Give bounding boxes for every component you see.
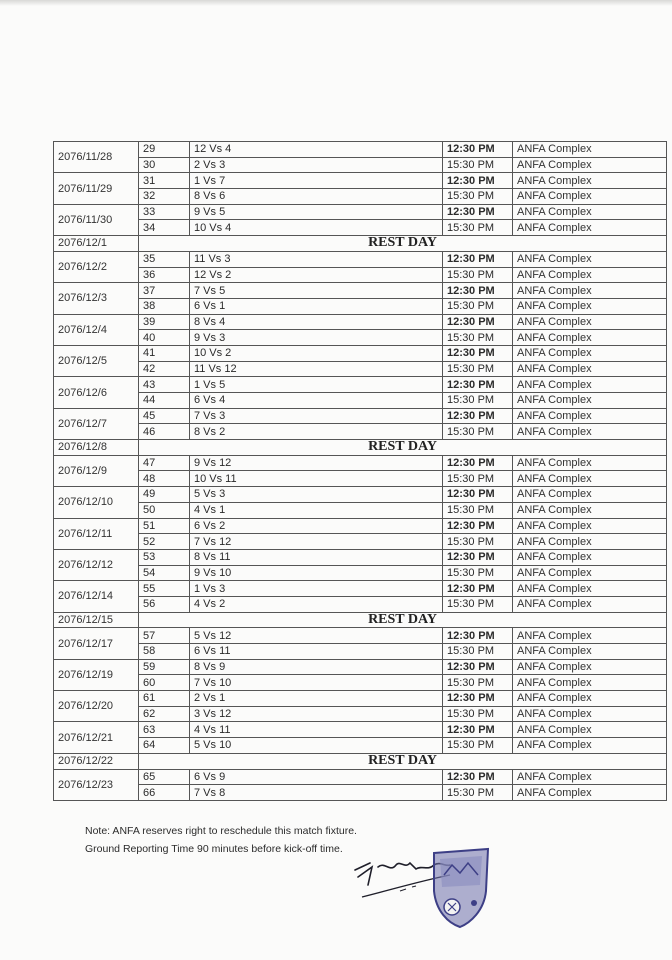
match-number: 35: [139, 251, 190, 267]
match-number: 56: [139, 596, 190, 612]
note-reporting-time: Ground Reporting Time 90 minutes before kick-off time.: [85, 843, 343, 855]
match-row: [54, 393, 667, 409]
match-number: 41: [139, 345, 190, 361]
match-row: [54, 581, 667, 597]
match-fixture: 10 Vs 11: [190, 471, 443, 487]
kickoff-time: 15:30 PM: [443, 471, 513, 487]
note-reschedule: Note: ANFA reserves right to reschedule this match fixture.: [85, 825, 357, 837]
match-venue: ANFA Complex: [513, 738, 667, 754]
kickoff-time: 15:30 PM: [443, 361, 513, 377]
kickoff-time: 15:30 PM: [443, 330, 513, 346]
match-venue: ANFA Complex: [513, 393, 667, 409]
match-row: [54, 377, 667, 393]
match-number: 55: [139, 581, 190, 597]
kickoff-time: 12:30 PM: [443, 251, 513, 267]
rest-day-label: REST DAY: [139, 753, 667, 769]
kickoff-time: 12:30 PM: [443, 455, 513, 471]
match-number: 66: [139, 785, 190, 801]
match-venue: ANFA Complex: [513, 691, 667, 707]
match-venue: ANFA Complex: [513, 675, 667, 691]
match-number: 65: [139, 769, 190, 785]
match-fixture: 6 Vs 1: [190, 298, 443, 314]
match-number: 61: [139, 691, 190, 707]
rest-day-row: [54, 612, 667, 628]
date-cell: 2076/12/20: [54, 691, 139, 722]
match-fixture: 6 Vs 2: [190, 518, 443, 534]
match-row: [54, 189, 667, 205]
match-venue: ANFA Complex: [513, 581, 667, 597]
anfa-seal-icon: [430, 845, 492, 929]
match-fixture: 7 Vs 8: [190, 785, 443, 801]
match-venue: ANFA Complex: [513, 189, 667, 205]
kickoff-time: 15:30 PM: [443, 644, 513, 660]
match-venue: ANFA Complex: [513, 142, 667, 158]
match-venue: ANFA Complex: [513, 596, 667, 612]
match-number: 34: [139, 220, 190, 236]
match-row: [54, 173, 667, 189]
kickoff-time: 12:30 PM: [443, 581, 513, 597]
kickoff-time: 12:30 PM: [443, 142, 513, 158]
match-number: 48: [139, 471, 190, 487]
date-cell: 2076/11/29: [54, 173, 139, 204]
match-fixture: 8 Vs 4: [190, 314, 443, 330]
match-row: [54, 283, 667, 299]
match-venue: ANFA Complex: [513, 173, 667, 189]
match-fixture: 8 Vs 2: [190, 424, 443, 440]
kickoff-time: 12:30 PM: [443, 283, 513, 299]
match-venue: ANFA Complex: [513, 659, 667, 675]
match-number: 50: [139, 502, 190, 518]
match-row: [54, 330, 667, 346]
date-cell: 2076/12/6: [54, 377, 139, 408]
match-number: 32: [139, 189, 190, 205]
match-venue: ANFA Complex: [513, 424, 667, 440]
match-venue: ANFA Complex: [513, 534, 667, 550]
match-fixture: 5 Vs 3: [190, 487, 443, 503]
match-fixture: 7 Vs 5: [190, 283, 443, 299]
match-number: 44: [139, 393, 190, 409]
match-fixture: 9 Vs 5: [190, 204, 443, 220]
match-venue: ANFA Complex: [513, 565, 667, 581]
date-cell: 2076/12/14: [54, 581, 139, 612]
match-number: 45: [139, 408, 190, 424]
match-venue: ANFA Complex: [513, 628, 667, 644]
match-number: 42: [139, 361, 190, 377]
match-fixture: 4 Vs 2: [190, 596, 443, 612]
match-venue: ANFA Complex: [513, 361, 667, 377]
match-row: [54, 644, 667, 660]
rest-day-row: [54, 236, 667, 252]
match-row: [54, 361, 667, 377]
match-venue: ANFA Complex: [513, 769, 667, 785]
match-venue: ANFA Complex: [513, 314, 667, 330]
kickoff-time: 15:30 PM: [443, 267, 513, 283]
match-venue: ANFA Complex: [513, 330, 667, 346]
kickoff-time: 12:30 PM: [443, 487, 513, 503]
match-fixture: 7 Vs 10: [190, 675, 443, 691]
match-row: [54, 628, 667, 644]
match-number: 63: [139, 722, 190, 738]
date-cell: 2076/12/5: [54, 345, 139, 376]
kickoff-time: 12:30 PM: [443, 314, 513, 330]
match-number: 51: [139, 518, 190, 534]
match-venue: ANFA Complex: [513, 549, 667, 565]
kickoff-time: 15:30 PM: [443, 393, 513, 409]
match-venue: ANFA Complex: [513, 377, 667, 393]
match-row: [54, 706, 667, 722]
match-row: [54, 691, 667, 707]
match-fixture: 7 Vs 12: [190, 534, 443, 550]
match-venue: ANFA Complex: [513, 283, 667, 299]
match-row: [54, 408, 667, 424]
rest-day-row: [54, 440, 667, 456]
match-row: [54, 502, 667, 518]
date-cell: 2076/12/1: [54, 236, 139, 252]
match-row: [54, 204, 667, 220]
match-venue: ANFA Complex: [513, 722, 667, 738]
match-row: [54, 769, 667, 785]
kickoff-time: 12:30 PM: [443, 549, 513, 565]
match-venue: ANFA Complex: [513, 267, 667, 283]
match-fixture: 3 Vs 12: [190, 706, 443, 722]
kickoff-time: 15:30 PM: [443, 534, 513, 550]
match-number: 60: [139, 675, 190, 691]
kickoff-time: 12:30 PM: [443, 659, 513, 675]
kickoff-time: 15:30 PM: [443, 502, 513, 518]
match-row: [54, 298, 667, 314]
match-fixture: 1 Vs 3: [190, 581, 443, 597]
date-cell: 2076/12/7: [54, 408, 139, 439]
match-row: [54, 487, 667, 503]
match-row: [54, 471, 667, 487]
match-number: 33: [139, 204, 190, 220]
match-number: 29: [139, 142, 190, 158]
match-fixture: 4 Vs 11: [190, 722, 443, 738]
match-fixture: 1 Vs 7: [190, 173, 443, 189]
date-cell: 2076/12/2: [54, 251, 139, 282]
match-venue: ANFA Complex: [513, 408, 667, 424]
match-venue: ANFA Complex: [513, 298, 667, 314]
match-fixture: 12 Vs 4: [190, 142, 443, 158]
kickoff-time: 12:30 PM: [443, 408, 513, 424]
date-cell: 2076/12/23: [54, 769, 139, 800]
match-fixture: 6 Vs 9: [190, 769, 443, 785]
match-fixture: 7 Vs 3: [190, 408, 443, 424]
match-row: [54, 675, 667, 691]
rest-day-row: [54, 753, 667, 769]
date-cell: 2076/12/8: [54, 440, 139, 456]
kickoff-time: 15:30 PM: [443, 738, 513, 754]
kickoff-time: 12:30 PM: [443, 377, 513, 393]
match-number: 54: [139, 565, 190, 581]
match-row: [54, 424, 667, 440]
kickoff-time: 12:30 PM: [443, 691, 513, 707]
match-fixture: 9 Vs 10: [190, 565, 443, 581]
date-cell: 2076/11/30: [54, 204, 139, 235]
match-number: 57: [139, 628, 190, 644]
kickoff-time: 15:30 PM: [443, 785, 513, 801]
kickoff-time: 12:30 PM: [443, 204, 513, 220]
match-number: 49: [139, 487, 190, 503]
kickoff-time: 15:30 PM: [443, 220, 513, 236]
rest-day-label: REST DAY: [139, 440, 667, 456]
match-number: 40: [139, 330, 190, 346]
match-venue: ANFA Complex: [513, 345, 667, 361]
match-venue: ANFA Complex: [513, 157, 667, 173]
match-fixture: 11 Vs 3: [190, 251, 443, 267]
match-fixture: 10 Vs 2: [190, 345, 443, 361]
match-number: 58: [139, 644, 190, 660]
match-fixture: 10 Vs 4: [190, 220, 443, 236]
match-row: [54, 142, 667, 158]
date-cell: 2076/12/10: [54, 487, 139, 518]
match-row: [54, 738, 667, 754]
match-number: 46: [139, 424, 190, 440]
notes: [85, 822, 357, 858]
kickoff-time: 15:30 PM: [443, 424, 513, 440]
match-fixture: 2 Vs 1: [190, 691, 443, 707]
rest-day-label: REST DAY: [139, 612, 667, 628]
date-cell: 2076/12/9: [54, 455, 139, 486]
match-row: [54, 565, 667, 581]
kickoff-time: 12:30 PM: [443, 518, 513, 534]
kickoff-time: 12:30 PM: [443, 345, 513, 361]
date-cell: 2076/12/15: [54, 612, 139, 628]
match-fixture: 12 Vs 2: [190, 267, 443, 283]
match-venue: ANFA Complex: [513, 644, 667, 660]
rest-day-label: REST DAY: [139, 236, 667, 252]
match-row: [54, 534, 667, 550]
scan-edge: [0, 0, 672, 6]
match-number: 39: [139, 314, 190, 330]
match-venue: ANFA Complex: [513, 251, 667, 267]
match-venue: ANFA Complex: [513, 706, 667, 722]
match-fixture: 8 Vs 11: [190, 549, 443, 565]
kickoff-time: 15:30 PM: [443, 189, 513, 205]
match-fixture: 9 Vs 3: [190, 330, 443, 346]
match-fixture: 2 Vs 3: [190, 157, 443, 173]
date-cell: 2076/12/3: [54, 283, 139, 314]
match-fixture: 8 Vs 9: [190, 659, 443, 675]
date-cell: 2076/12/19: [54, 659, 139, 690]
match-row: [54, 314, 667, 330]
match-fixture: 11 Vs 12: [190, 361, 443, 377]
match-number: 59: [139, 659, 190, 675]
match-fixture: 6 Vs 4: [190, 393, 443, 409]
kickoff-time: 15:30 PM: [443, 596, 513, 612]
match-venue: ANFA Complex: [513, 471, 667, 487]
match-number: 38: [139, 298, 190, 314]
kickoff-time: 15:30 PM: [443, 565, 513, 581]
match-row: [54, 518, 667, 534]
kickoff-time: 12:30 PM: [443, 769, 513, 785]
kickoff-time: 15:30 PM: [443, 675, 513, 691]
match-row: [54, 251, 667, 267]
match-venue: ANFA Complex: [513, 502, 667, 518]
match-fixture: 5 Vs 10: [190, 738, 443, 754]
match-row: [54, 785, 667, 801]
match-number: 52: [139, 534, 190, 550]
match-number: 62: [139, 706, 190, 722]
match-row: [54, 220, 667, 236]
match-row: [54, 722, 667, 738]
match-row: [54, 455, 667, 471]
match-venue: ANFA Complex: [513, 455, 667, 471]
match-row: [54, 345, 667, 361]
match-fixture: 6 Vs 11: [190, 644, 443, 660]
date-cell: 2076/12/17: [54, 628, 139, 659]
match-fixture: 5 Vs 12: [190, 628, 443, 644]
date-cell: 2076/12/4: [54, 314, 139, 345]
match-row: [54, 659, 667, 675]
kickoff-time: 15:30 PM: [443, 157, 513, 173]
match-venue: ANFA Complex: [513, 204, 667, 220]
match-venue: ANFA Complex: [513, 220, 667, 236]
match-fixture: 9 Vs 12: [190, 455, 443, 471]
kickoff-time: 12:30 PM: [443, 173, 513, 189]
date-cell: 2076/12/11: [54, 518, 139, 549]
kickoff-time: 12:30 PM: [443, 628, 513, 644]
date-cell: 2076/12/12: [54, 549, 139, 580]
match-row: [54, 267, 667, 283]
date-cell: 2076/12/21: [54, 722, 139, 753]
match-venue: ANFA Complex: [513, 487, 667, 503]
date-cell: 2076/11/28: [54, 142, 139, 173]
match-fixture: 8 Vs 6: [190, 189, 443, 205]
match-number: 47: [139, 455, 190, 471]
match-number: 37: [139, 283, 190, 299]
match-number: 53: [139, 549, 190, 565]
kickoff-time: 15:30 PM: [443, 706, 513, 722]
fixture-table: [53, 141, 667, 801]
match-number: 43: [139, 377, 190, 393]
match-number: 30: [139, 157, 190, 173]
match-venue: ANFA Complex: [513, 785, 667, 801]
match-number: 36: [139, 267, 190, 283]
match-number: 31: [139, 173, 190, 189]
date-cell: 2076/12/22: [54, 753, 139, 769]
match-row: [54, 596, 667, 612]
match-number: 64: [139, 738, 190, 754]
match-venue: ANFA Complex: [513, 518, 667, 534]
match-fixture: 1 Vs 5: [190, 377, 443, 393]
match-row: [54, 157, 667, 173]
fixture-body: [54, 142, 667, 801]
match-fixture: 4 Vs 1: [190, 502, 443, 518]
kickoff-time: 15:30 PM: [443, 298, 513, 314]
kickoff-time: 12:30 PM: [443, 722, 513, 738]
match-row: [54, 549, 667, 565]
